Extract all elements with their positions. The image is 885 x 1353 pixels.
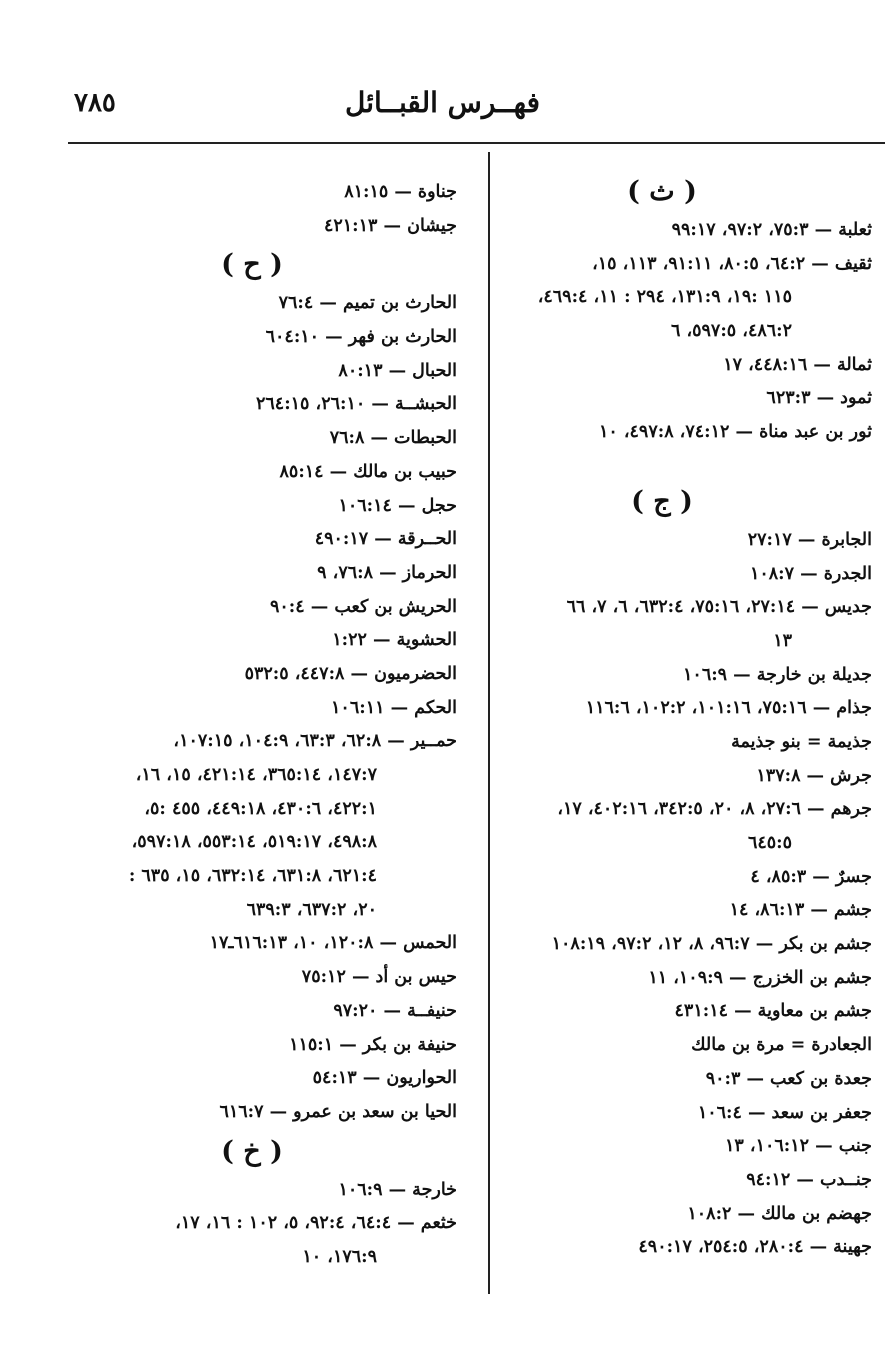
index-entry-continuation: ٤٩٨:٨، ٥١٩:١٧، ٥٥٣:١٤، ٥٩٧:١٨، (131, 832, 377, 853)
index-entry-continuation: ٢٠، ٦٣٧:٢، ٦٣٩:٣ (246, 899, 377, 920)
index-entry: حنيفة بن بكر — ١١٥:١ (289, 1034, 457, 1055)
index-entry: حبيب بن مالك — ٨٥:١٤ (279, 461, 457, 482)
section-heading-kha: ( خ ) (221, 1135, 283, 1167)
header-rule (68, 142, 885, 144)
section-heading-ha: ( ح ) (221, 249, 283, 281)
index-entry-continuation: ٦٢١:٤، ٦٣١:٨، ٦٣٢:١٤، ١٥، ٦٣٥ : (128, 866, 377, 887)
index-entry: حجل — ١٠٦:١٤ (338, 495, 457, 516)
index-entry-continuation: ١٧٦:٩، ١٠ (302, 1246, 377, 1267)
index-entry: ثمود — ٦٢٣:٣ (766, 388, 872, 409)
index-entry: جيشان — ٤٢١:١٣ (323, 215, 457, 236)
index-entry: جشم بن معاوية — ٤٣١:١٤ (674, 1001, 872, 1022)
index-entry: حيس بن أد — ٧٥:١٢ (301, 967, 457, 988)
index-entry: خارجة — ١٠٦:٩ (338, 1179, 457, 1200)
index-entry: الحارث بن فهر — ٦٠٤:١٠ (265, 327, 457, 348)
index-entry-continuation: ٤٨٦:٢، ٥٩٧:٥، ٦ (670, 321, 792, 342)
index-entry: جهضم بن مالك — ١٠٨:٢ (687, 1203, 872, 1224)
index-entry: الحمس — ١٢٠:٨، ١٠، ٦١٦:١٣ـ١٧ (209, 933, 457, 954)
index-entry: جرش — ١٣٧:٨ (756, 765, 872, 786)
index-entry: جشم — ٨٦:١٣، ١٤ (729, 900, 872, 921)
index-entry: جذيمة = بنو جذيمة (731, 731, 872, 752)
index-entry: ثعلبة — ٧٥:٣، ٩٧:٢، ٩٩:١٧ (671, 220, 872, 240)
index-entry: الحبطات — ٧٦:٨ (329, 428, 457, 449)
index-entry: الحشوية — ١:٢٢ (332, 630, 457, 651)
index-entry: ثقيف — ٦٤:٢، ٨٠:٥، ٩١:١١، ١١٣، ١٥، (592, 253, 872, 274)
section-heading-tha: ( ث ) (627, 176, 697, 207)
index-entry: الجابرة — ٢٧:١٧ (747, 529, 872, 550)
index-entry: جشم بن بكر — ٩٦:٧، ٨، ١٢، ٩٧:٢، ١٠٨:١٩ (551, 934, 872, 955)
index-entry: جسرٌ — ٨٥:٣، ٤ (750, 866, 872, 887)
index-entry-continuation: ٤٢٢:١، ٤٣٠:٦، ٤٤٩:١٨، ٤٥٥ :٥، (144, 798, 377, 819)
index-entry: الحبال — ٨٠:١٣ (338, 360, 457, 381)
section-heading-jim: ( ج ) (631, 485, 693, 517)
index-column-left (87, 176, 457, 1275)
index-entry: الحكم — ١٠٦:١١ (331, 697, 457, 718)
page-number: ٧٨٥ (74, 88, 116, 118)
index-entry: حنيفــة — ٩٧:٢٠ (333, 1000, 457, 1021)
index-entry: الجدرة — ١٠٨:٧ (749, 563, 872, 584)
page-title: فهــرس القبــائل (345, 86, 540, 119)
index-entry: جذام — ٧٥:١٦، ١٠١:١٦، ١٠٢:٢، ١١٦:٦ (585, 698, 872, 719)
index-entry: جناوة — ٨١:١٥ (344, 182, 457, 202)
index-entry-continuation: ١١٥ :١٩، ١٣١:٩، ٢٩٤ : ١١، ٤٦٩:٤، (537, 287, 792, 308)
index-entry: الحضرميون — ٤٤٧:٨، ٥٣٢:٥ (244, 663, 457, 684)
index-entry: الحــرقة — ٤٩٠:١٧ (314, 529, 457, 550)
index-entry: الحواريون — ٥٤:١٣ (312, 1068, 457, 1089)
index-entry-continuation: ١٣ (773, 630, 792, 651)
index-entry-continuation: ١٤٧:٧، ٣٦٥:١٤، ٤٢١:١٤، ١٥، ١٦، (135, 765, 377, 785)
index-entry: جديلة بن خارجة — ١٠٦:٩ (683, 664, 872, 685)
column-divider (488, 152, 490, 1294)
index-entry: جرهم — ٢٧:٦، ٨، ٢٠، ٣٤٢:٥، ٤٠٢:١٦، ١٧، (557, 799, 872, 820)
index-entry: الحريش بن كعب — ٩٠:٤ (269, 596, 457, 617)
index-entry: جديس — ٢٧:١٤، ٧٥:١٦، ٦٣٢:٤، ٦، ٧، ٦٦ (566, 597, 872, 618)
index-entry: الحارث بن تميم — ٧٦:٤ (278, 293, 457, 314)
index-entry: جنب — ١٠٦:١٢، ١٣ (725, 1136, 872, 1157)
index-entry: الجعادرة = مرة بن مالك (691, 1035, 872, 1056)
index-entry: ثمالة — ٤٤٨:١٦، ١٧ (723, 354, 872, 375)
index-entry: الحبشــة — ٢٦:١٠، ٢٦٤:١٥ (256, 394, 457, 415)
index-entry: جهينة — ٢٨٠:٤، ٢٥٤:٥، ٤٩٠:١٧ (638, 1237, 872, 1258)
index-entry: الحرماز — ٧٦:٨، ٩ (317, 562, 457, 583)
index-entry: جشم بن الخزرج — ١٠٩:٩، ١١ (648, 967, 872, 988)
index-entry-continuation: ٦٤٥:٥ (747, 833, 792, 853)
index-entry: ثور بن عبد مناة — ٧٤:١٢، ٤٩٧:٨، ١٠ (598, 422, 872, 443)
index-entry: جنــدب — ٩٤:١٢ (746, 1169, 872, 1190)
index-entry: جعدة بن كعب — ٩٠:٣ (705, 1068, 872, 1089)
index-entry: الحيا بن سعد بن عمرو — ٦١٦:٧ (219, 1101, 457, 1122)
index-column-right (492, 170, 872, 1265)
index-entry: خثعم — ٦٤:٤، ٩٢:٤، ٥، ١٠٢ : ١٦، ١٧، (175, 1213, 457, 1234)
index-entry: حمــير — ٦٢:٨، ٦٣:٣، ١٠٤:٩، ١٠٧:١٥، (173, 731, 457, 752)
index-entry: جعفر بن سعد — ١٠٦:٤ (697, 1102, 872, 1123)
section-gap (492, 450, 872, 480)
